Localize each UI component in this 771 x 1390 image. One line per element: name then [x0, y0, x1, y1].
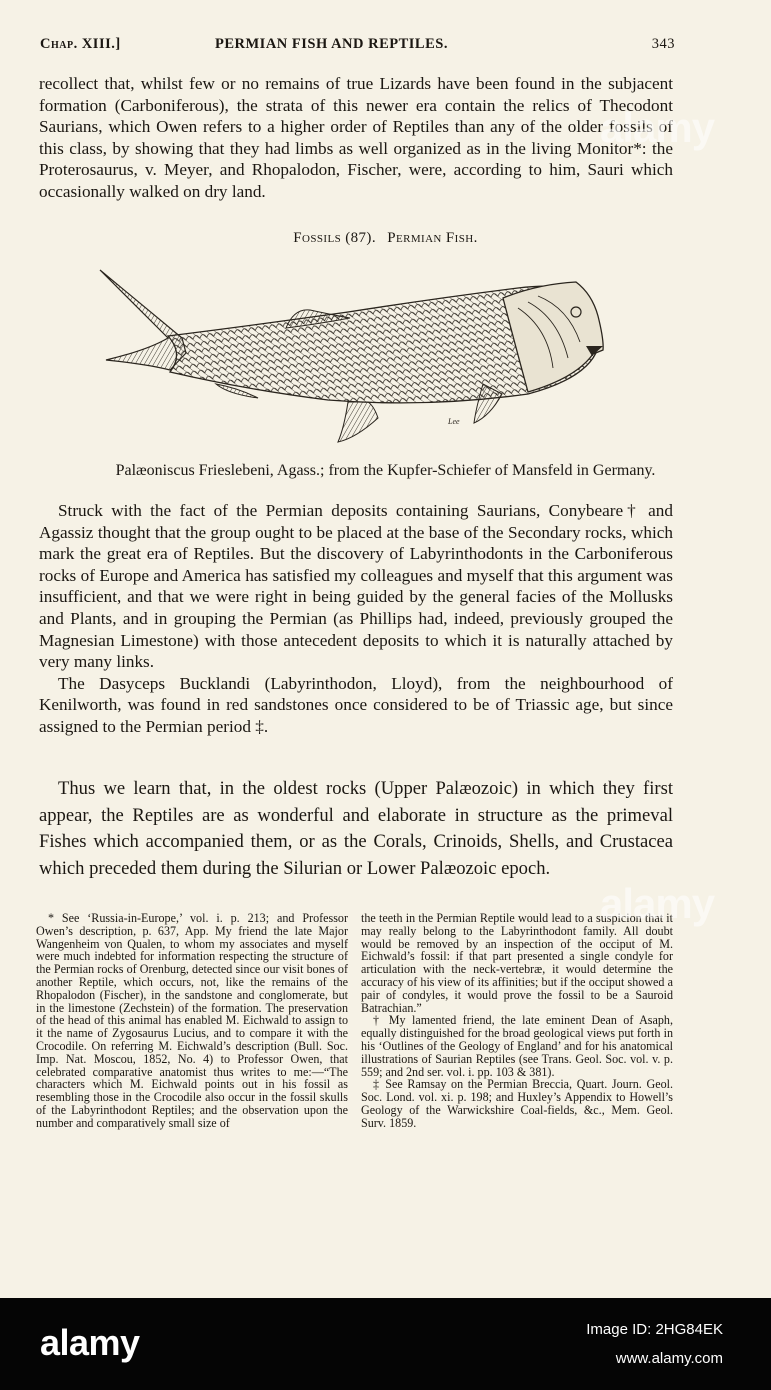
- figure-caption: Palæoniscus Frieslebeni, Agass.; from the Kupfer-Schiefer of Mansfeld in Germany.: [115, 462, 656, 479]
- footnote-dagger: † My lamented friend, the late eminent Dean of Asaph, equally distinguished for the broad geological views put forth in his ‘Outlines of the Geology of England’ and for his anatomical illustrations of Saurian Reptiles (see Trans. Geol. Soc. vol. v. p. 559; and 2nd ser. vol. i. pp. 103 & 381).: [361, 1013, 673, 1079]
- image-id-label: Image ID: 2HG84EK: [586, 1321, 723, 1338]
- running-header: [40, 36, 675, 58]
- footnote-double-dagger: ‡ See Ramsay on the Permian Breccia, Quart. Journ. Geol. Soc. Lond. vol. xi. p. 198; and Huxley’s Appendix to Howell’s Geology of the Warwickshire Coal-fields, &c., Mem. Geol. Surv. 1859.: [361, 1077, 673, 1130]
- running-title: PERMIAN FISH AND REPTILES.: [215, 36, 448, 52]
- figure-title: [0, 230, 771, 247]
- intro-paragraph: recollect that, whilst few or no remains of true Lizards have been found in the subjacent formation (Carboniferous), the strata of this newer era contain the relics of Thecodont Saurians, which Owen refers to a higher order of Reptiles than any of the older fossils of this class, by showing that they had limbs as well organized as in the living Monitor*: the Proterosaurus, v. Meyer, and Rhopalodon, Fischer, were, according to him, Sauri which occasionally walked on dry land.: [39, 74, 673, 201]
- chapter-label: Chap. XIII.]: [40, 36, 121, 52]
- fish-pelvic-fin: [338, 402, 378, 442]
- page-number: 343: [651, 36, 675, 52]
- site-url: www.alamy.com: [615, 1350, 723, 1367]
- footnotes-left-column: [36, 912, 348, 1130]
- footnotes-right-column: [361, 912, 673, 1130]
- summary-paragraph: Thus we learn that, in the oldest rocks (Upper Palæozoic) in which they first appear, the Reptiles are as wonderful and elaborate in structure as the primeval Fishes which accompanied them, or as the Corals, Crinoids, Shells, and Crustacea which preceded them during the Silurian or Lower Palæozoic epoch.: [39, 778, 673, 879]
- summary-block: [39, 776, 673, 882]
- stock-banner: [0, 1298, 771, 1390]
- paragraph-dasyceps: The Dasyceps Bucklandi (Labyrinthodon, Lloyd), from the neighbourhood of Kenilworth, was found in red sandstones once considered to be of Triassic age, but since assigned to the Permian period ‡.: [39, 673, 673, 736]
- figure-title-prefix: Fossils (87).: [293, 230, 376, 246]
- fish-tail: [100, 270, 186, 370]
- engraver-mark: Lee: [448, 417, 460, 426]
- paragraph-saurians: Struck with the fact of the Permian deposits containing Saurians, Conybeare† and Agassiz thought that the group ought to be placed at the base of the Secondary rocks, which mark the great era of Reptiles. But the discovery of Labyrinthodonts in the Carboniferous rocks of Europe and America has satisfied my colleagues and myself that this argument was insufficient, and that we were right in being guided by the general facies of the Mollusks and Plants, and in grouping the Permian (as Phillips had, indeed, previously grouped the Magnesian Limestone) with those antecedent deposits to which it is naturally attached by very many links.: [39, 501, 673, 672]
- footnote-star: * See ‘Russia-in-Europe,’ vol. i. p. 213; and Professor Owen’s description, p. 637, App. My friend the late Major Wangenheim von Qualen, to whom my associates and myself were much indebted for information respecting the structure of the Permian rocks of Orenburg, detected since our visit bones of another Reptile, which occurs, not, like the remains of the Rhopalodon (Fischer), in the sandstone and conglomerate, but in the limestone (Zechstein) of the formation. The preservation of the head of this animal has enabled M. Eichwald to assign to it the name of Zygosaurus Lucius, and to compare it with the Crocodile. On referring M. Eichwald’s description (Bull. Soc. Imp. Nat. Moscou, 1852, No. 4) to Professor Owen, that celebrated comparative anatomist thus writes to me:—“The characters which M. Eichwald points out in his fossil as resembling those in the Crocodile also occur in the fossil skulls of the Labyrinthodont Reptiles; and the observation upon the number and comparatively small size of: [36, 911, 348, 1130]
- main-paragraphs: [39, 500, 673, 738]
- footnote-star-continued: the teeth in the Permian Reptile would lead to a suspicion that it may really belong to the Labyrinthodont family. All doubt would be removed by an inspection of the occiput of M. Eichwald’s fossil: if that part presented a single condyle for articulation with the neck-vertebræ, it would determine the accuracy of his view of its affinities; but if the occiput showed a pair of condyles, it would prove the fossil to be a Sauroid Batrachian.”: [361, 911, 673, 1015]
- figure-title-main: Permian Fish.: [387, 230, 478, 246]
- fish-engraving: [98, 268, 608, 453]
- alamy-logo: alamy: [40, 1322, 140, 1363]
- watermark-top: alamy: [600, 104, 715, 151]
- watermark-bottom: alamy: [600, 880, 715, 927]
